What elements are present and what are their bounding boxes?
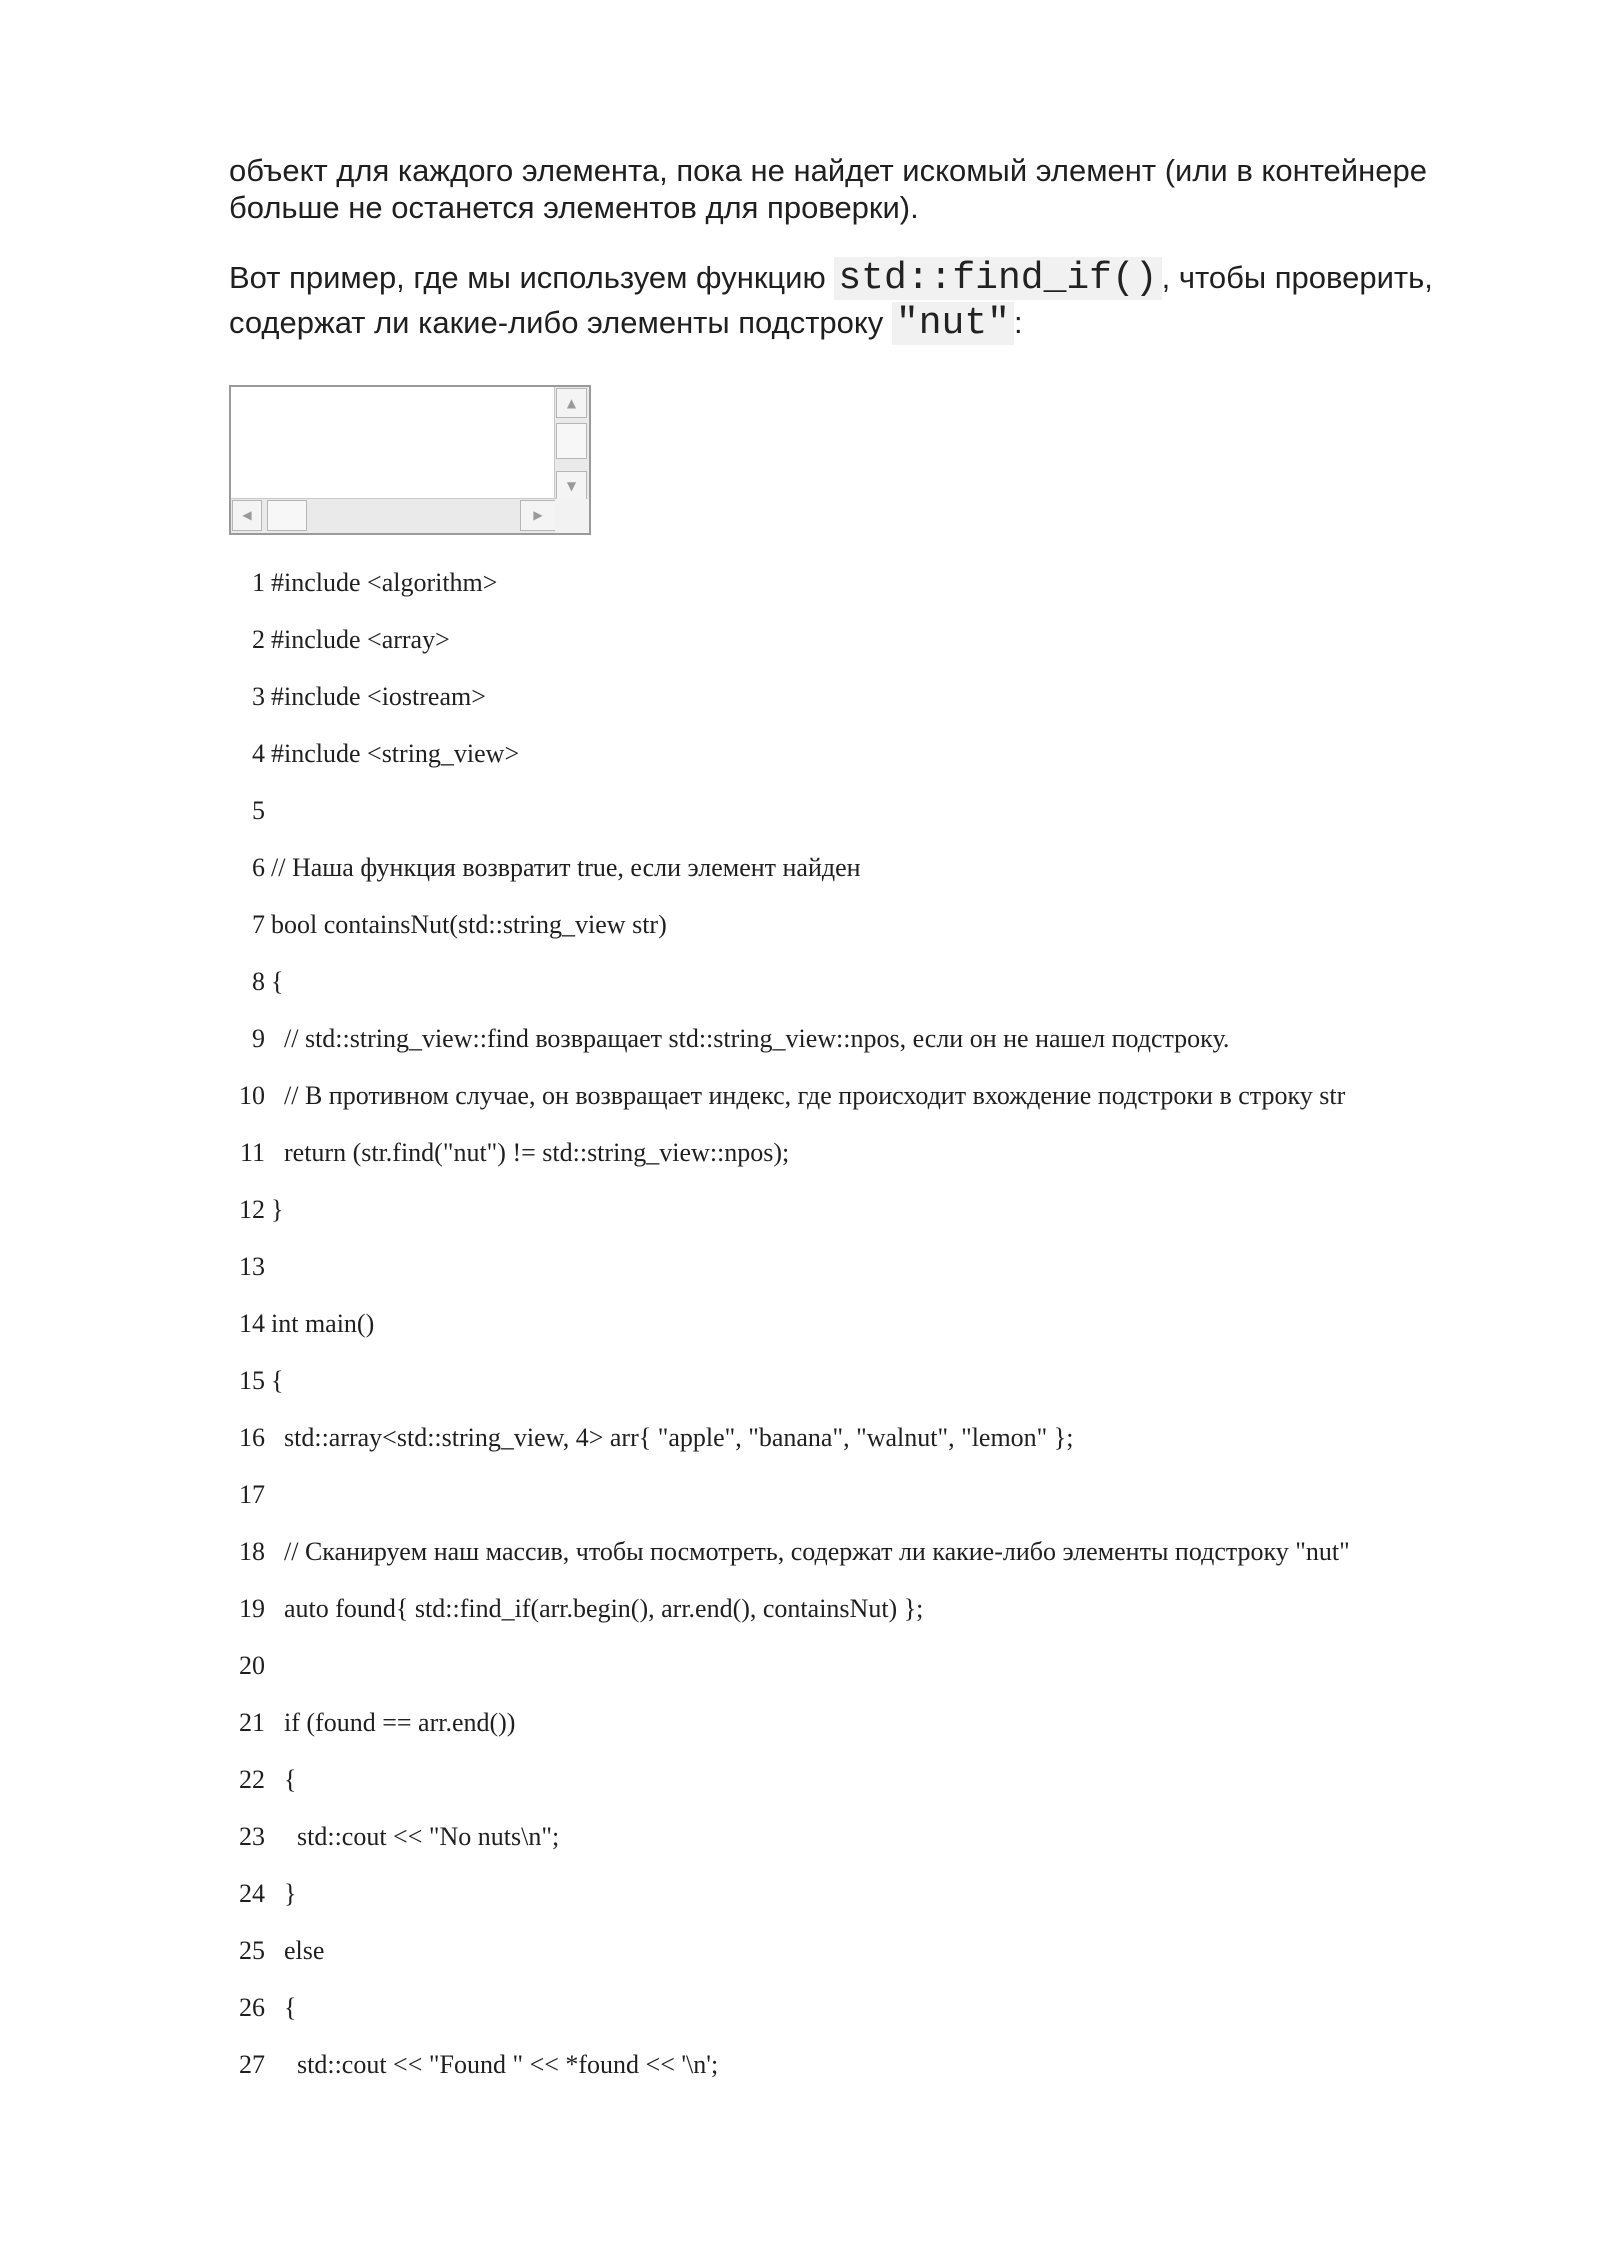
- code-line: [229, 1298, 1559, 1355]
- code-text: // Наша функция возвратит true, если элемент найден: [271, 853, 861, 882]
- paragraph-example: [229, 256, 1529, 346]
- code-line: [229, 671, 1559, 728]
- line-number: 11: [239, 1138, 265, 1167]
- line-number: 13: [239, 1252, 265, 1281]
- line-number: 20: [239, 1651, 265, 1680]
- scroll-right-arrow-icon[interactable]: ▶: [520, 500, 556, 531]
- code-text: std::cout << "No nuts\n";: [271, 1822, 560, 1851]
- code-line: [229, 1013, 1559, 1070]
- line-number: 5: [252, 796, 265, 825]
- code-line: [229, 1640, 1559, 1697]
- line-number: 14: [239, 1309, 265, 1338]
- code-line: [229, 1469, 1559, 1526]
- line-number: 24: [239, 1879, 265, 1908]
- code-line: [229, 842, 1559, 899]
- vertical-scrollbar[interactable]: [554, 387, 589, 502]
- code-line: [229, 1583, 1559, 1640]
- code-text: [265, 1241, 271, 1298]
- scrollbar-corner: [555, 499, 589, 533]
- code-line: [229, 557, 1559, 614]
- line-number: 4: [252, 739, 265, 768]
- code-line: [229, 1868, 1559, 1925]
- line-number: 27: [239, 2050, 265, 2079]
- paragraph-intro: [229, 152, 1529, 226]
- code-text: {: [271, 1366, 284, 1395]
- line-number: 2: [252, 625, 265, 654]
- code-line: [229, 1412, 1559, 1469]
- line-number: 1: [252, 568, 265, 597]
- line-number: 9: [252, 1024, 265, 1053]
- code-line: [229, 1925, 1559, 1982]
- line-number: 15: [239, 1366, 265, 1395]
- horizontal-scroll-thumb[interactable]: [267, 500, 307, 531]
- line-number: 19: [239, 1594, 265, 1623]
- scroll-left-arrow-icon[interactable]: ◀: [232, 500, 262, 531]
- horizontal-scrollbar[interactable]: [231, 498, 557, 533]
- code-text: bool containsNut(std::string_view str): [271, 910, 667, 939]
- line-number: 16: [239, 1423, 265, 1452]
- line-number: 17: [239, 1480, 265, 1509]
- code-text: {: [271, 967, 284, 996]
- line-number: 22: [239, 1765, 265, 1794]
- code-text: [265, 1640, 271, 1697]
- inline-code-nut: "nut": [892, 302, 1014, 345]
- scroll-down-arrow-icon[interactable]: ▼: [556, 471, 587, 501]
- paragraph-intro-text: объект для каждого элемента, пока не найдет искомый элемент (или в контейнере больше не останется элементов для проверки).: [229, 153, 1427, 225]
- paragraph-example-text-before: Вот пример, где мы используем функцию: [229, 260, 835, 295]
- line-number: 12: [239, 1195, 265, 1224]
- line-number: 3: [252, 682, 265, 711]
- line-number: 25: [239, 1936, 265, 1965]
- code-text: {: [271, 1993, 297, 2022]
- paragraph-example-text-middle: , чтобы проверить, содержат ли какие-либо элементы подстроку: [229, 260, 1433, 340]
- line-number: 7: [252, 910, 265, 939]
- code-text: [265, 785, 271, 842]
- code-line: [229, 1070, 1559, 1127]
- code-text: std::cout << "Found " << *found << '\n';: [271, 2050, 719, 2079]
- code-line: [229, 2039, 1559, 2096]
- code-text: #include <array>: [271, 625, 450, 654]
- code-line: [229, 1355, 1559, 1412]
- line-number: 21: [239, 1708, 265, 1737]
- line-number: 18: [239, 1537, 265, 1566]
- code-line: [229, 1982, 1559, 2039]
- code-text: else: [271, 1936, 325, 1965]
- code-line: [229, 1127, 1559, 1184]
- code-text: // В противном случае, он возвращает индекс, где происходит вхождение подстроки в строку str: [271, 1081, 1346, 1110]
- code-text: std::array<std::string_view, 4> arr{ "apple", "banana", "walnut", "lemon" };: [271, 1423, 1074, 1452]
- code-text: [265, 1469, 271, 1526]
- inline-code-find-if: std::find_if(): [834, 257, 1161, 300]
- code-text: #include <iostream>: [271, 682, 486, 711]
- paragraph-example-text-after: :: [1013, 305, 1023, 340]
- code-line: [229, 1754, 1559, 1811]
- code-line: [229, 956, 1559, 1013]
- code-line: [229, 1241, 1559, 1298]
- line-number: 8: [252, 967, 265, 996]
- embedded-code-frame[interactable]: [229, 385, 591, 535]
- code-line: [229, 728, 1559, 785]
- code-text: return (str.find("nut") != std::string_view::npos);: [271, 1138, 790, 1167]
- code-line: [229, 1811, 1559, 1868]
- code-line: [229, 1697, 1559, 1754]
- code-text: #include <algorithm>: [271, 568, 498, 597]
- code-text: {: [271, 1765, 297, 1794]
- line-number: 6: [252, 853, 265, 882]
- scroll-up-arrow-icon[interactable]: ▲: [556, 388, 587, 418]
- code-text: // Сканируем наш массив, чтобы посмотреть, содержат ли какие-либо элементы подстроку "nut": [271, 1537, 1350, 1566]
- line-number: 10: [239, 1081, 265, 1110]
- code-line: [229, 1526, 1559, 1583]
- code-line: [229, 1184, 1559, 1241]
- code-text: int main(): [271, 1309, 375, 1338]
- code-text: }: [271, 1195, 284, 1224]
- code-listing: [229, 557, 1559, 2096]
- line-number: 23: [239, 1822, 265, 1851]
- code-line: [229, 785, 1559, 842]
- code-line: [229, 614, 1559, 671]
- vertical-scroll-thumb[interactable]: [556, 423, 587, 459]
- code-text: #include <string_view>: [271, 739, 520, 768]
- code-text: auto found{ std::find_if(arr.begin(), arr.end(), containsNut) };: [271, 1594, 924, 1623]
- code-text: if (found == arr.end()): [271, 1708, 516, 1737]
- code-text: }: [271, 1879, 297, 1908]
- code-line: [229, 899, 1559, 956]
- line-number: 26: [239, 1993, 265, 2022]
- code-text: // std::string_view::find возвращает std::string_view::npos, если он не нашел подстроку.: [271, 1024, 1230, 1053]
